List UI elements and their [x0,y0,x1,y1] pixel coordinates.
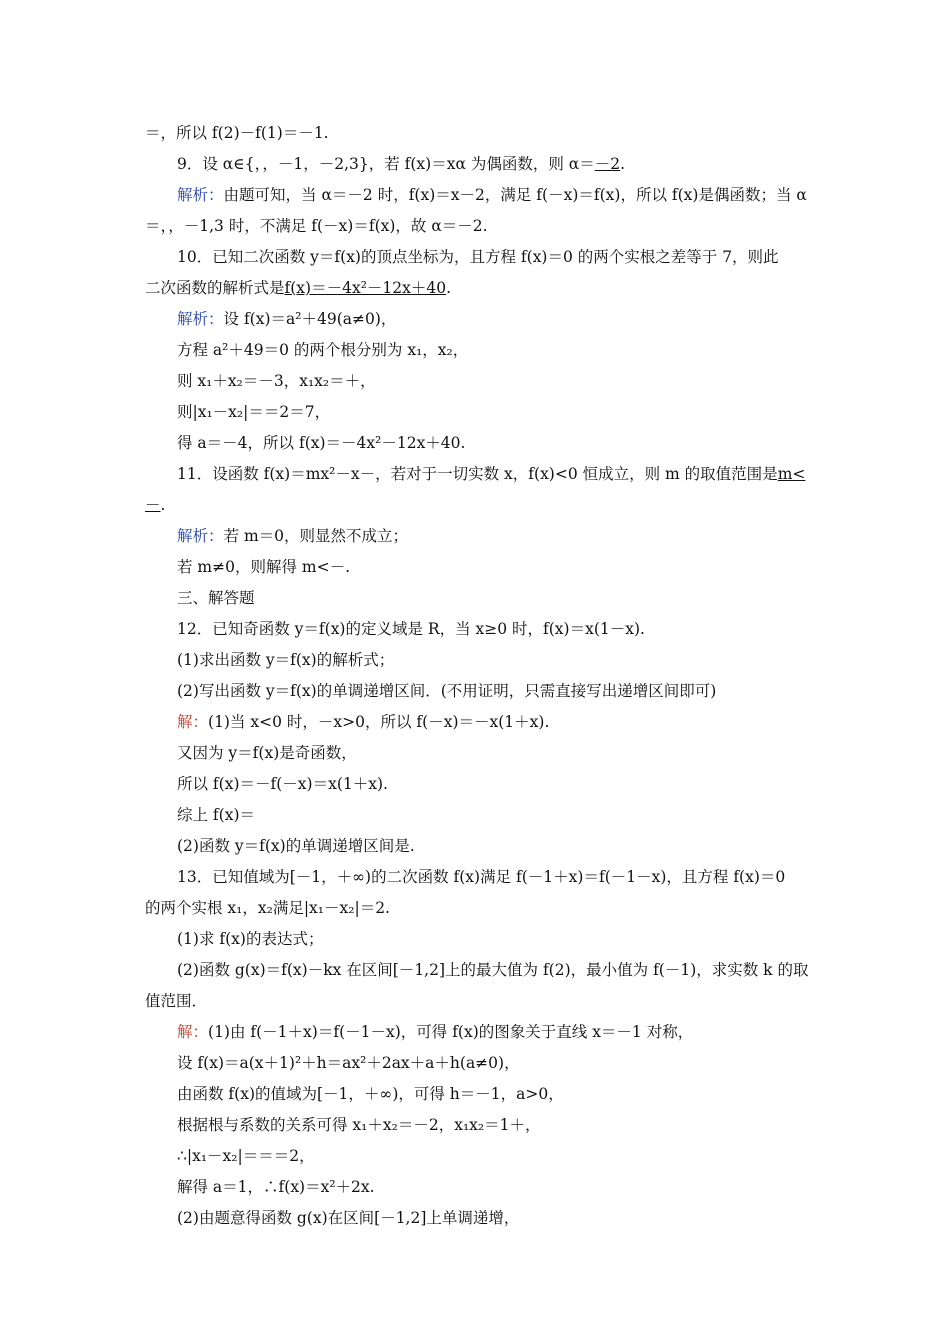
text-line: 则 x₁＋x₂＝－3，x₁x₂＝＋， [177,372,376,390]
analysis-label: 解析： [177,186,224,204]
text-line: (2)函数 g(x)＝f(x)－kx 在区间[－1,2]上的最大值为 f(2)，最小值为 f(－1)，求实数 k 的取 [177,961,809,979]
section-heading: 三、解答题 [177,589,255,607]
text-line: ∴|x₁－x₂|＝＝＝2， [177,1147,315,1165]
period: . [160,496,166,514]
text-line: (2)函数 y＝f(x)的单调递增区间是. [177,837,415,855]
solution-label: 解： [177,1023,209,1041]
period: . [620,155,626,173]
text-line: 得 a＝－4，所以 f(x)＝－4x²－12x＋40. [177,434,466,452]
solution-text: 若 m＝0，则显然不成立； [223,527,409,545]
solution-label: 解： [177,713,209,731]
answer: － [145,496,161,514]
text-line: (2)由题意得函数 g(x)在区间[－1,2]上单调递增， [177,1209,520,1227]
solution-line [177,711,549,733]
answer: f(x)＝－4x²－12x＋40 [284,279,447,297]
solution-line [177,525,408,547]
text-line: 又因为 y＝f(x)是奇函数， [177,744,357,762]
answer: m< [777,465,806,483]
text-line: (1)求 f(x)的表达式； [177,930,324,948]
text-line: 的两个实根 x₁，x₂满足|x₁－x₂|＝2. [145,899,390,917]
solution-text: (1)当 x<0 时，－x>0，所以 f(－x)＝－x(1＋x). [208,713,550,731]
text-line: 值范围． [145,992,208,1010]
solution-line [177,308,396,330]
question-10-cont [145,277,451,299]
solution-text: (1)由 f(－1＋x)＝f(－1－x)，可得 f(x)的图象关于直线 x＝－1 对称， [208,1023,694,1041]
text-line: 由函数 f(x)的值域为[－1，＋∞)，可得 h＝－1，a>0， [177,1085,564,1103]
question-text: 二次函数的解析式是 [145,279,285,297]
text-line: 综上 f(x)＝ [177,806,255,824]
text-line: ＝，，－1,3 时，不满足 f(－x)＝f(x)，故 α＝－2. [145,217,488,235]
text-line: 设 f(x)＝a(x＋1)²＋h＝ax²＋2ax＋a＋h(a≠0)， [177,1054,520,1072]
solution-text: 由题可知，当 α＝－2 时，f(x)＝x－2，满足 f(－x)＝f(x)，所以 f(x)是偶函数；当 α [223,186,807,204]
question-9 [177,153,625,175]
question-12: 12．已知奇函数 y＝f(x)的定义域是 R，当 x≥0 时，f(x)＝x(1－x). [177,620,645,638]
text-line: (2)写出函数 y＝f(x)的单调递增区间．(不用证明，只需直接写出递增区间即可) [177,682,717,700]
solution-line [177,184,807,206]
analysis-label: 解析： [177,527,224,545]
text-line: 所以 f(x)＝－f(－x)＝x(1＋x). [177,775,388,793]
text-line: 根据根与系数的关系可得 x₁＋x₂＝－2，x₁x₂＝1＋， [177,1116,541,1134]
period: . [446,279,452,297]
question-13: 13．已知值域为[－1，＋∞)的二次函数 f(x)满足 f(－1＋x)＝f(－1－x)，且方程 f(x)＝0 [177,868,786,886]
question-text: 9．设 α∈{，，－1，－2,3}，若 f(x)＝xα 为偶函数，则 α＝ [177,155,595,173]
answer: －2 [594,155,621,173]
solution-line [177,1021,693,1043]
solution-text: 设 f(x)＝a²＋49(a≠0)， [223,310,397,328]
question-10: 10．已知二次函数 y＝f(x)的顶点坐标为，且方程 f(x)＝0 的两个实根之差等于 7，则此 [177,248,779,266]
analysis-label: 解析： [177,310,224,328]
text-line: 则|x₁－x₂|＝＝2＝7， [177,403,331,421]
question-11-cont [145,494,165,516]
text-line: 若 m≠0，则解得 m<－. [177,558,351,576]
text-line: ＝，所以 f(2)－f(1)＝－1. [145,124,329,142]
text-line: 解得 a＝1，∴f(x)＝x²＋2x. [177,1178,375,1196]
question-11 [177,463,805,485]
text-line: (1)求出函数 y＝f(x)的解析式； [177,651,395,669]
text-line: 方程 a²＋49＝0 的两个根分别为 x₁，x₂， [177,341,469,359]
question-text: 11．设函数 f(x)＝mx²－x－，若对于一切实数 x，f(x)<0 恒成立，则 m 的取值范围是 [177,465,778,483]
